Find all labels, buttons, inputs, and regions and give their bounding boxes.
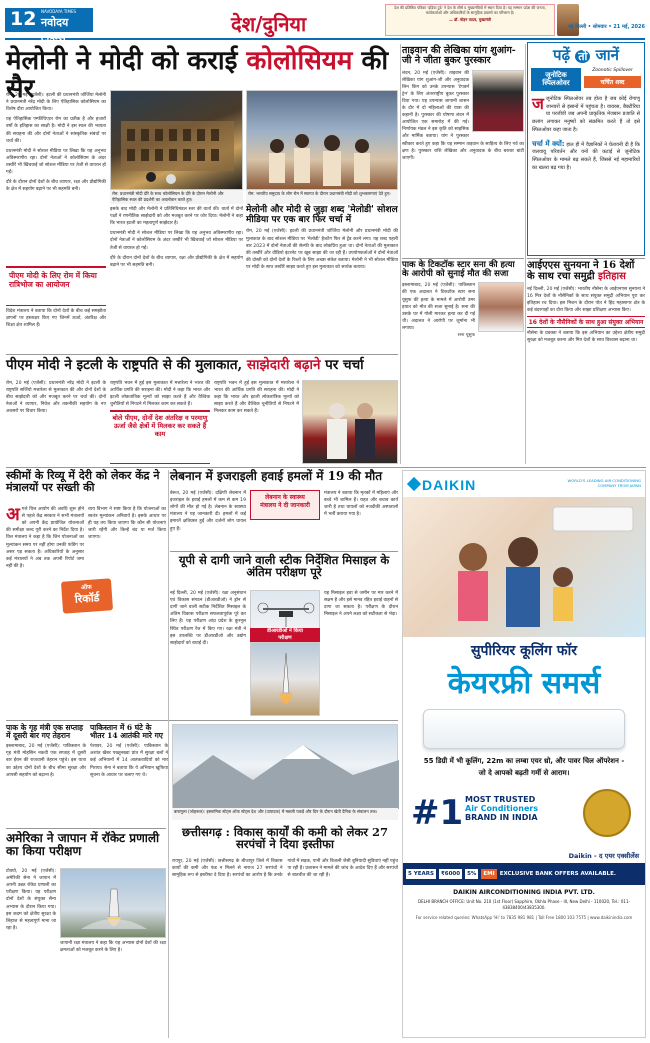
ad-subline-1: 55 डिग्री में भी कूलिंग, 22m का लम्बा एयर थ्रो, और पावर चिल ऑपरेशन - <box>423 757 625 765</box>
leaders-illustration <box>303 381 399 465</box>
lebanon-headline: लेबनान में इजराइली हवाई हमलों में 19 की मौत <box>170 469 383 483</box>
sidebar-word-hi: जूनोटिक स्पिलओवर <box>531 68 581 91</box>
melodi-headline: मेलोनी और मोदी से जुड़ा शब्द 'मेलोडी' सोशल मीडिया पर एक बार फिर चर्चा में <box>246 205 398 225</box>
lead-column-1 <box>6 92 106 262</box>
colosseum-illustration <box>111 91 244 191</box>
ad-family-photo <box>403 497 645 637</box>
off-record-badge <box>61 578 113 613</box>
taiwan-story <box>402 46 524 256</box>
ias-callout: 16 देशों के नौसैनिकों के साथ हुआ संयुक्त अभियान <box>527 316 645 328</box>
rule-mid <box>6 354 398 355</box>
page-number-box <box>5 8 93 44</box>
ad-subline-2: जो दे आपको बढ़ती गर्मी से आराम। <box>478 769 570 777</box>
sidebar-title <box>528 43 644 65</box>
ad-offer-text: EXCLUSIVE BANK OFFERS AVAILABLE. <box>499 871 616 877</box>
ias-body: नई दिल्ली, 20 मई (एजेंसी): भारतीय नौसेना के आईएनएस सुनयना ने 16 मित्र देशों के नौसैनिकों के साथ संयुक्त समुद्री अभियान पूरा कर इतिहास रच दिया। इस मिशन के दौरान पोत ने हिंद महासागर क्षेत्र के कई बंदरगाहों का दौरा किया और साझा प्रशिक्षण अभ्यास किए। <box>527 286 645 313</box>
daikin-brand: DAIKIN <box>422 477 477 493</box>
lebanon-callout <box>250 490 320 520</box>
ias-headline-red: इतिहास <box>598 270 626 282</box>
sidebar-box <box>527 42 645 256</box>
lead-para-2: यह ऐतिहासिक एम्फीथिएटर रोम का प्रतीक है और हजारों वर्षों के इतिहास का साक्षी है। मोदी ने इस स्थल की भव्यता की सराहना की और दोनों नेताओं ने सांस्कृतिक संबंधों पर चर्चा की। <box>6 117 106 144</box>
taiwan-headline: ताइवान की लेखिका यांग शुआंग-जी ने जीता बुकर पुरस्कार <box>402 45 516 67</box>
trusted-line-1: MOST TRUSTED <box>465 795 536 804</box>
america-headline: अमेरिका ने जापान में रॉकेट प्रणाली का किया परीक्षण <box>6 831 160 858</box>
lead-dateline: रोम, 20 मई (एजेंसी): इटली की प्रधानमंत्री जॉर्जिया मेलोनी ने प्रधानमंत्री नरेंद्र मोदी के लिए ऐतिहासिक कोलोसियम का विशेष दौरा आयोजित किया। <box>6 93 106 113</box>
lead-headline-part1: मेलोनी ने मोदी को कराई <box>6 46 247 76</box>
rule-col-c <box>168 470 169 1038</box>
taiwan-body: लंदन, 20 मई (एजेंसी): ताइवान की लेखिका यांग शुआंग-जी और अनुवादक लिन किंग को उनके उपन्यास 'टेपवर्म ट्रेन' के लिए अंतरराष्ट्रीय बुकर पुरस्कार दिया गया। यह उपन्यास जापानी शासन के दौर में दो महिलाओं की यात्रा की कहानी है। पुरस्कार की घोषणा लंदन में आयोजित एक समारोह में की गई। निर्णायक मंडल ने इस कृति को साहसिक और मार्मिक बताया। यांग ने पुरस्कार स्वीकार करते हुए कहा कि यह सम्मान ताइवान के साहित्य के लिए गर्व का क्षण है। पुरस्कार राशि लेखिका और अनुवादक के बीच बराबर बांटी जाएगी। <box>402 70 524 161</box>
lead-callout <box>6 266 106 306</box>
pak-tehran-story <box>6 724 86 824</box>
chhattisgarh-headline: छत्तीसगढ़ : विकास कार्यों की कमी को लेकर 27 सरपंचों ने दिया इस्तीफा <box>181 825 389 852</box>
colosseum-photo <box>110 90 243 190</box>
missile-photo-label <box>250 628 320 642</box>
lebanon-body-2: मंत्रालय ने बताया कि मृतकों में महिलाएं और बच्चे भी शामिल हैं। राहत और बचाव कार्य जारी है तथा घायलों को नजदीकी अस्पतालों में भर्ती कराया गया है। <box>324 491 398 518</box>
missile-label-l1: डीआरडीओ ने किया <box>267 628 303 634</box>
melodi-story <box>246 206 398 351</box>
ad-tagline: सुपीरियर कूलिंग फॉर <box>471 643 577 659</box>
ad-ac-unit <box>423 709 625 749</box>
ias-story <box>527 258 645 410</box>
missile-illustration <box>251 643 321 717</box>
missile-label-l2: परीक्षण <box>278 635 292 641</box>
lead-para-5: विदेश मंत्रालय ने बताया कि दोनों देशों के बीच कई समझौता ज्ञापनों पर हस्ताक्षर किए गए जिनमें ऊर्जा, अंतरिक्ष और शिक्षा क्षेत्र शामिल हैं। <box>6 309 106 329</box>
masthead <box>5 4 645 44</box>
family-illustration <box>403 497 645 637</box>
ad-product: केयरफ्री समर्स <box>447 666 601 701</box>
off-record-top: ऑफ <box>80 583 93 592</box>
rule-lower <box>6 720 398 721</box>
italy-body-col3: राष्ट्रपति भवन में हुई इस मुलाकात में मत्तारेला ने भारत की आर्थिक प्रगति की सराहना की। मोदी ने कहा कि भारत और इटली लोकतांत्रिक मूल्यों को साझा करते हैं और वैश्विक चुनौतियों से निपटने में मिलकर काम कर सकते हैं। <box>214 381 299 415</box>
missile-body-2: यह मिसाइल हवा से जमीन पर मार करने में सक्षम है और इसे मानव रहित हवाई वाहनों से दागा जा सकता है। परीक्षण के दौरान मिसाइल ने अपने लक्ष्य को सटीकता से भेदा। <box>324 591 398 618</box>
lebanon-body: बेरूत, 20 मई (एजेंसी): दक्षिणी लेबनान में इजराइल के हवाई हमलों में कम से कम 19 लोगों की मौत हो गई है। लेबनान के स्वास्थ्य मंत्रालय ने यह जानकारी दी। हमलों में कई इमारतें क्षतिग्रस्त हुईं और दर्जनों लोग घायल हुए हैं। <box>170 491 246 532</box>
snow-caption: बारामुला (जोहरूल): इस्लामिक स्टेट्स ऑफ स्टेट्स देश और (उत्पादक) में मछली पकड़ें और दिन के दौरान खेती दैनिक के संचालन तक। <box>172 808 398 820</box>
italy-headline-part2: पर चर्चा <box>320 357 364 373</box>
schools-dropcap: अ <box>6 504 20 525</box>
rule-col-a <box>400 44 401 464</box>
tiktok-body: इस्लामाबाद, 20 मई (एजेंसी): पाकिस्तान की एक अदालत ने टिकटॉक स्टार सना यूसुफ की हत्या के मामले में आरोपी उमर हयात को मौत की सजा सुनाई है। सना की उसके घर में गोली मारकर हत्या कर दी गई थी। अदालत ने आरोपी पर जुर्माना भी लगाया। <box>402 283 475 331</box>
sana-photo <box>478 282 524 332</box>
cm-banner-text: देश की प्रतिष्ठित पत्रिका 'इंडिया टुडे' ने देश के शीर्ष 5 मुख्यमंत्रियों में स्थान दिया है। यह सम्मान प्रदेश की जनता, कार्यकर्ताओं और अधिकारियों के सामूहिक प्रयासों का परिणाम है। <box>394 5 546 15</box>
lead-mid-para-2: प्रधानमंत्री मोदी ने सोशल मीडिया पर लिखा कि यह अनुभव अविस्मरणीय रहा। दोनों नेताओं ने कोलोसियम के अंदर तस्वीरें भी खिंचवाईं जो सोशल मीडिया पर तेजी से वायरल हो गईं। <box>110 231 243 251</box>
sidebar-title-mid: तो <box>575 50 590 63</box>
trusted-line-3: BRAND IN INDIA <box>465 813 538 822</box>
sidebar-word-right <box>584 68 641 91</box>
pak-tehran-headline: पाक के गृह मंत्री एक सप्ताह में दूसरी बार गए तेहरान <box>6 723 84 741</box>
america-body-2: जापानी रक्षा मंत्रालय ने कहा कि यह अभ्यास दोनों देशों की रक्षा क्षमताओं को मजबूत करने के लिए है। <box>60 941 166 954</box>
sidebar-definition <box>528 94 644 137</box>
ad-fine-print: For service related queries: WhatsApp 'Hi' to 7835 981 981 | Toll Free 1800 103 7575 | www.daikinindia.com <box>415 915 633 920</box>
ad-badge-warranty: 5 YEARS <box>408 871 434 877</box>
italy-callout <box>110 410 210 464</box>
sidebar-word-tag: चर्चित शब्द <box>584 76 641 88</box>
sidebar-drop: ज <box>532 93 544 113</box>
daikin-ad <box>402 470 646 1038</box>
mountain-illustration <box>173 725 399 809</box>
sidebar-why-text: हाल ही में वैज्ञानिकों ने चेतावनी दी है कि जलवायु परिवर्तन और वनों की कटाई से जूनोटिक स्पिलओवर के मामले बढ़ सकते हैं, जिससे नई महामारियों का खतरा बढ़ गया है। <box>532 141 640 171</box>
rule-col-b <box>525 44 526 464</box>
section-title: देश/दुनिया <box>231 12 307 36</box>
lebanon-callout-l1: लेबनान के स्वास्थ्य <box>265 494 305 501</box>
pak-terror-story <box>90 724 168 824</box>
lead-headline-part2: की सैर <box>6 46 389 105</box>
trusted-text <box>465 795 555 822</box>
ad-badge-percent: 5% <box>467 871 477 877</box>
community-caption: रोम: भारतीय समुदाय के लोग रोम में स्वागत के दौरान प्रधानमंत्री मोदी को शुभकामनाएं देते हुए। <box>246 190 398 204</box>
trusted-number: #1 <box>411 793 464 833</box>
author-photo <box>472 70 524 132</box>
lead-column-1b <box>6 308 106 350</box>
pak-tehran-body: इस्लामाबाद, 20 मई (एजेंसी): पाकिस्तान के गृह मंत्री मोहसिन नकवी एक सप्ताह में दूसरी बार ईरान की राजधानी तेहरान पहुंचे। इस यात्रा का उद्देश्य दोनों देशों के बीच सीमा सुरक्षा और आपसी सहयोग को बढ़ाना है। <box>6 744 86 778</box>
colosseum-caption: रोम: प्रधानमंत्री मोदी दौरे के साथ कोलोसियम के दौरे के दौरान मेलोनी और ऐतिहासिक स्थल की प्रदर्शनी का अवलोकन करते हुए। <box>110 190 243 204</box>
italy-callout-text: बोले पीएम, दोनों देश अंतरिक्ष व परमाणु ऊर्जा जैसे क्षेत्रों में मिलकर कर सकते हैं काम <box>112 414 208 439</box>
schools-headline: स्कीमों के रिव्यू में देरी को लेकर केंद्र ने मंत्रालयों पर सख्ती की <box>6 469 160 494</box>
ad-company: DAIKIN AIRCONDITIONING INDIA PVT. LTD. <box>453 889 595 896</box>
sidebar-title-post: जानें <box>595 46 619 64</box>
cm-banner-sign: — डॉ. मोहन यादव, मुख्यमंत्री <box>449 16 491 22</box>
italy-president-photo <box>302 380 398 464</box>
pak-terror-headline: पाकिस्तान में 6 घंटे के भीतर 14 आतंकी मारे गए <box>90 723 163 741</box>
sidebar-title-pre: पढ़ें <box>553 46 571 64</box>
daikin-tagline-small: WORLD'S LEADING AIR CONDITIONING COMPANY FROM JAPAN <box>567 478 641 488</box>
melodi-body: रोम, 20 मई (एजेंसी): इटली की प्रधानमंत्री जॉर्जिया मेलोनी और प्रधानमंत्री मोदी की मुलाकात के बाद सोशल मीडिया पर 'मेलोडी' हैशटैग फिर से ट्रेंड करने लगा। यह शब्द पहली बार 2023 में दोनों नेताओं की सेल्फी के बाद लोकप्रिय हुआ था। दोनों नेताओं की मुलाकात की तस्वीरें और वीडियो इंटरनेट पर खूब साझा की जा रही हैं। उपयोगकर्ताओं ने दोनों नेताओं की दोस्ती को दोनों देशों के रिश्तों के लिए अच्छा संकेत बताया। मेलोनी ने भी सोशल मीडिया पर मोदी के साथ तस्वीरें साझा करते हुए इस मुलाकात को सार्थक बताया। <box>246 229 398 270</box>
rule-mid-2 <box>6 467 646 468</box>
sana-caption: सना यूसुफ <box>457 333 475 339</box>
chhattisgarh-body: रायपुर, 20 मई (एजेंसी): छत्तीसगढ़ के बीजापुर जिले में विकास कार्यों की कमी और फंड न मिलने से नाराज 27 सरपंचों ने सामूहिक रूप से इस्तीफा दे दिया है। सरपंचों का आरोप है कि उनके गांवों में सड़क, पानी और बिजली जैसी बुनियादी सुविधाएं नहीं पहुंच पा रही हैं। प्रशासन ने मामले की जांच के आदेश दिए हैं और सरपंचों से बातचीत की जा रही है। <box>172 859 398 879</box>
trusted-line-2: Air Conditioners <box>465 804 539 813</box>
italy-headline-red: साझेदारी बढ़ाने <box>246 357 321 373</box>
paper-name-small: NAVODAYA TIMES <box>41 9 77 14</box>
sidebar-word-row <box>528 65 644 94</box>
missile-launch-photo <box>250 642 320 716</box>
missile-headline: यूपी से दागी जाने वाली स्टीक निर्देशित मिसाइल के अंतिम परीक्षण पूरे <box>178 553 390 580</box>
pak-terror-body: पेशावर, 20 मई (एजेंसी): पाकिस्तान के अशांत खैबर पख्तूनख्वा प्रांत में सुरक्षा बलों ने कई अभियानों में 14 आतंकवादियों को मार गिराया। सेना ने बताया कि ये अभियान खुफिया सूचना के आधार पर चलाए गए थे। <box>90 744 168 778</box>
lead-mid-para: इसके बाद मोदी और मेलोनी ने प्रतिनिधिमंडल स्तर की वार्ता की। वार्ता में दोनों पक्षों ने रणनीतिक साझेदारी को और मजबूत करने पर जोर दिया। मेलोनी ने कहा कि भारत इटली का महत्वपूर्ण साझेदार है। <box>110 207 243 227</box>
italy-body-col2: राष्ट्रपति भवन में हुई इस मुलाकात में मत्तारेला ने भारत की आर्थिक प्रगति की सराहना की। मोदी ने कहा कि भारत और इटली लोकतांत्रिक मूल्यों को साझा करते हैं और वैश्विक चुनौतियों से निपटने में मिलकर काम कर सकते हैं। <box>110 381 210 408</box>
italy-body: रोम, 20 मई (एजेंसी): प्रधानमंत्री नरेंद्र मोदी ने इटली के राष्ट्रपति सर्जियो मत्तारेला से मुलाकात की और दोनों देशों के बीच साझेदारी को और मजबूत करने पर चर्चा की। दोनों नेताओं ने व्यापार, निवेश और तकनीकी सहयोग के नए अवसरों पर विचार किया। <box>6 381 106 415</box>
rule-missile <box>170 551 398 552</box>
lead-para-4: दौरे के दौरान दोनों देशों के बीच व्यापार, रक्षा और प्रौद्योगिकी के क्षेत्र में सहयोग बढ़ाने पर भी सहमति बनी। <box>6 180 106 193</box>
daikin-logo-mark <box>407 477 421 491</box>
snow-photo <box>172 724 398 808</box>
ias-headline-part1: आईएएस सुनयना ने 16 देशों के साथ रचा समुद्री <box>527 260 635 282</box>
daikin-logo <box>409 477 476 493</box>
page-number: 12 <box>10 8 37 30</box>
tiktok-headline: पाक के टिकटॉक स्टार सना की हत्या के आरोपी को सुनाई मौत की सजा <box>402 260 515 280</box>
lead-column-2 <box>110 206 243 351</box>
rule-america <box>6 828 166 829</box>
paper-name: नवोदय टाइम्स <box>41 16 69 44</box>
crowd-illustration <box>247 91 399 191</box>
italy-headline <box>6 358 398 378</box>
italy-headline-part1: पीएम मोदी ने इटली के राष्ट्रपति से की मुलाकात, <box>6 357 247 373</box>
america-body: टोक्यो, 20 मई (एजेंसी): अमेरिकी सेना ने जापान में अपनी उन्नत रॉकेट प्रणाली का परीक्षण किया। यह परीक्षण दोनों देशों के संयुक्त सैन्य अभ्यास के दौरान किया गया। इस कदम को क्षेत्रीय सुरक्षा के लिहाज से महत्वपूर्ण माना जा रहा है। <box>6 869 56 931</box>
ad-emblem <box>583 789 631 837</box>
ad-offer-strip <box>403 863 645 885</box>
lead-para-3: प्रधानमंत्री मोदी ने सोशल मीडिया पर लिखा कि यह अनुभव अविस्मरणीय रहा। दोनों नेताओं ने कोलोसियम के अंदर तस्वीरें भी खिंचवाईं जो सोशल मीडिया पर तेजी से वायरल हो गईं। <box>6 148 106 176</box>
ad-address: DELHI BRANCH OFFICE: Unit No. 210 (1st Floor) Sapphire, Okhla Phase - III, New Delhi - 110020, Tel.: 011-43838400/43835300. <box>418 899 630 910</box>
lebanon-callout-l2: मंत्रालय ने दी जानकारी <box>260 502 310 509</box>
lead-callout-text: पीएम मोदी के लिए रोम में किया रात्रिभोज का आयोजन <box>9 271 97 290</box>
sidebar-why <box>528 137 644 175</box>
lead-headline-highlight: कोलोसियम <box>246 46 353 76</box>
community-photo <box>246 90 398 190</box>
sidebar-word-en: Zoonotic Spillover <box>592 68 633 73</box>
lead-mid-para-3: दौरे के दौरान दोनों देशों के बीच व्यापार, रक्षा और प्रौद्योगिकी के क्षेत्र में सहयोग बढ़ाने पर भी सहमति बनी। <box>110 255 243 268</box>
off-record-bottom: रिकॉर्ड <box>74 591 100 606</box>
rocket-illustration <box>61 869 167 939</box>
city-date: नई दिल्ली • सोमवार • 21 मई, 2026 <box>568 24 645 30</box>
rocket-photo <box>60 868 166 938</box>
trusted-badge <box>411 789 551 849</box>
sidebar-why-label: चर्चा में क्यों: <box>532 139 565 148</box>
missile-body: नई दिल्ली, 20 मई (एजेंसी): रक्षा अनुसंधान एवं विकास संगठन (डीआरडीओ) ने ड्रोन से दागी जाने वाली सटीक निर्देशित मिसाइल के अंतिम विकास परीक्षण सफलतापूर्वक पूरे कर लिए हैं। यह परीक्षण आंध्र प्रदेश के कुरनूल स्थित परीक्षण रेंज में किए गए। रक्षा मंत्री ने इस उपलब्धि पर डीआरडीओ और उद्योग साझेदारों को बधाई दी। <box>170 591 246 646</box>
ad-badge-cashback: ₹6000 <box>440 871 461 877</box>
schools-body-text: गले वित्त आयोग की अवधि शुरू होने से पहले केंद्र सरकार ने सभी मंत्रालयों को अपनी केंद्र प्रायोजित योजनाओं की समीक्षा जल्द पूरी करने का निर्देश दिया है। वित्त मंत्रालय ने कहा है कि जिन योजनाओं का मूल्यांकन समय पर नहीं होगा उनकी फंडिंग पर असर पड़ सकता है। अधिकारियों के अनुसार कई मंत्रालयों ने अब तक अपनी रिपोर्ट जमा नहीं की है। <box>6 507 84 569</box>
ias-headline <box>527 261 645 283</box>
sidebar-definition-text: जूनोटिक स्पिलओवर तब होता है जब कोई रोगाणु जानवरों से इंसानों में पहुंचता है। वायरस, बैक्टीरिया या परजीवी जब अपनी प्राकृतिक मेजबान प्रजाति से छलांग लगाकर मनुष्यों को संक्रमित करते हैं तो इसे स्पिलओवर कहा जाता है। <box>532 95 640 133</box>
ad-badge-emi: EMI <box>483 871 495 877</box>
schools-body-col2-text: व्यय विभाग ने स्पष्ट किया है कि योजनाओं का स्वतंत्र मूल्यांकन अनिवार्य है। इसके आधार पर ही यह तय किया जाएगा कि कौन सी योजनाएं जारी रहेंगी और किन्हें बंद या मर्ज किया जाएगा। <box>88 507 166 541</box>
ias-body-2: नौसेना के प्रवक्ता ने बताया कि इस अभियान का उद्देश्य क्षेत्रीय समुद्री सुरक्षा को मजबूत करना और मित्र देशों के साथ विश्वास बढ़ाना था। <box>527 331 645 344</box>
tiktok-story <box>402 258 524 410</box>
ad-dealer: Daikin - द एयर एक्सीलेंस <box>568 852 639 860</box>
